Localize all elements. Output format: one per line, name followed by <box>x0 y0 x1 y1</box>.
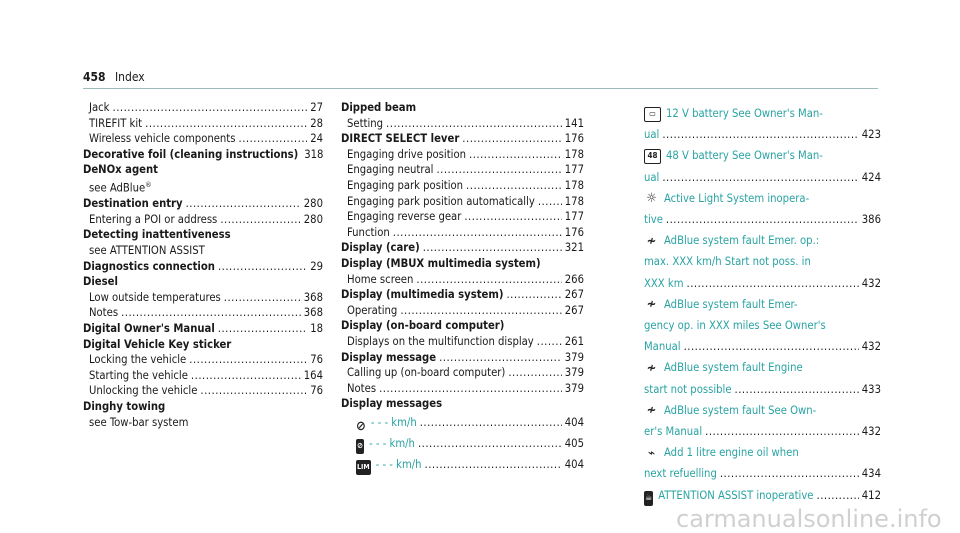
index-entry-direct-select[interactable]: DIRECT SELECT lever ..... 176 <box>341 131 584 147</box>
index-entry-dm-notes[interactable]: Notes ..... 379 <box>341 381 584 397</box>
index-entry-ds-drive[interactable]: Engaging drive position ..... 178 <box>341 147 584 163</box>
header-rule <box>83 88 878 89</box>
index-entry-ds-function[interactable]: Function ..... 176 <box>341 225 584 241</box>
index-entry-12v-battery[interactable]: ▭ 12 V battery See Owner's Man- ual ..... 423 <box>644 103 881 145</box>
page-number: 458 <box>83 70 106 84</box>
index-entry-dm-calling[interactable]: Calling up (on-board computer) ..... 379 <box>341 365 584 381</box>
index-entry-adblue-emergency[interactable]: ≁ AdBlue system fault Emer- gency op. in XXX miles See Owner's Manual ..... 432 <box>644 294 881 358</box>
index-entry-adblue-engine[interactable]: ≁ AdBlue system fault Engine start not possible ..... 433 <box>644 357 881 399</box>
index-entry-onboard-displays[interactable]: Displays on the multifunction display ..... 261 <box>341 334 584 350</box>
index-column-1 <box>83 100 323 430</box>
index-entry-48v-battery[interactable]: 48 48 V battery See Owner's Man- ual ..... 424 <box>644 145 881 187</box>
index-entry-display-care[interactable]: Display (care) ..... 321 <box>341 240 584 256</box>
index-entry-msg-speed-1[interactable]: ⊘ - - - km/h ..... 404 <box>341 412 584 433</box>
index-see-tow-bar[interactable]: see Tow-bar system <box>89 415 189 429</box>
adblue-icon: ≁ <box>646 360 657 376</box>
index-entry-dipped-setting[interactable]: Setting ..... 141 <box>341 116 584 132</box>
index-entry-key-locking[interactable]: Locking the vehicle ..... 76 <box>83 352 323 368</box>
limiter-icon: LIM <box>356 460 371 475</box>
adblue-icon: ≁ <box>646 403 657 419</box>
index-entry-ds-neutral[interactable]: Engaging neutral ..... 177 <box>341 162 584 178</box>
index-entry-diesel-low[interactable]: Low outside temperatures ..... 368 <box>83 290 323 306</box>
adblue-icon: ≁ <box>646 233 657 249</box>
watermark: carmanualsonline.info <box>676 505 942 533</box>
adblue-icon: ≁ <box>646 297 657 313</box>
index-heading-diesel: Diesel <box>83 275 118 289</box>
index-entry-msg-speed-2[interactable]: ⊘ - - - km/h ..... 405 <box>341 433 584 454</box>
section-title: Index <box>114 70 145 84</box>
index-entry-ds-park-auto[interactable]: Engaging park position automatically ..... 178 <box>341 194 584 210</box>
index-entry-ds-reverse[interactable]: Engaging reverse gear ..... 177 <box>341 209 584 225</box>
index-entry-poi[interactable]: Entering a POI or address ..... 280 <box>83 212 323 228</box>
index-heading-display-messages: Display messages <box>341 397 443 411</box>
index-entry-diesel-notes[interactable]: Notes ..... 368 <box>83 305 323 321</box>
index-entry-engine-oil[interactable]: ⌁ Add 1 litre engine oil when next refuelling ..... 434 <box>644 442 881 484</box>
index-entry-mbux-home[interactable]: Home screen ..... 266 <box>341 272 584 288</box>
index-heading-dipped-beam: Dipped beam <box>341 101 417 114</box>
index-entry-multimedia-operating[interactable]: Operating ..... 267 <box>341 303 584 319</box>
index-entry-ds-park[interactable]: Engaging park position ..... 178 <box>341 178 584 194</box>
index-column-3 <box>644 103 881 506</box>
index-entry-active-light[interactable]: ☼ Active Light System inopera- tive ..... 386 <box>644 188 881 230</box>
oil-can-icon: ⌁ <box>647 445 656 461</box>
index-entry-tirefit[interactable]: TIREFIT kit ..... 28 <box>83 116 323 132</box>
index-see-adblue[interactable]: see AdBlue® <box>89 180 152 195</box>
index-see-attention-assist[interactable]: see ATTENTION ASSIST <box>89 244 205 258</box>
index-entry-adblue-emer[interactable]: ≁ AdBlue system fault Emer. op.: max. XXX km/h Start not poss. in XXX km ..... 432 <box>644 230 881 294</box>
index-entry-digital-manual[interactable]: Digital Owner's Manual ..... 18 <box>83 321 323 337</box>
index-entry-jack[interactable]: Jack ..... 27 <box>83 100 323 116</box>
index-entry-attention-assist[interactable]: ☕ ATTENTION ASSIST inoperative ..... 412 <box>644 485 881 506</box>
battery-icon: ▭ <box>644 107 661 122</box>
index-entry-msg-speed-3[interactable]: LIM - - - km/h ..... 404 <box>341 454 584 475</box>
index-heading-detecting: Detecting inattentiveness <box>83 228 231 242</box>
index-entry-diagnostics[interactable]: Diagnostics connection ..... 29 <box>83 259 323 275</box>
light-icon: ☼ <box>646 191 657 207</box>
index-heading-denox: DeNOx agent <box>83 163 158 177</box>
index-entry-display-message[interactable]: Display message ..... 379 <box>341 350 584 366</box>
index-heading-digital-key: Digital Vehicle Key sticker <box>83 337 232 351</box>
speed-limit-icon: ⊘ <box>356 418 366 434</box>
index-column-2 <box>341 100 584 475</box>
index-heading-dinghy: Dinghy towing <box>83 400 166 414</box>
index-heading-display-onboard: Display (on-board computer) <box>341 319 505 333</box>
speed-limit-strike-icon: ⊘ <box>356 439 364 454</box>
index-entry-display-multimedia[interactable]: Display (multimedia system) ..... 267 <box>341 287 584 303</box>
index-heading-display-mbux: Display (MBUX multimedia system) <box>341 256 541 270</box>
index-entry-key-starting[interactable]: Starting the vehicle ..... 164 <box>83 368 323 384</box>
index-entry-decorative-foil[interactable]: Decorative foil (cleaning instructions) 318 <box>83 147 324 161</box>
index-entry-adblue-see-manual[interactable]: ≁ AdBlue system fault See Own- er's Manual ..... 432 <box>644 400 881 442</box>
index-entry-key-unlocking[interactable]: Unlocking the vehicle ..... 76 <box>83 383 323 399</box>
battery-48v-icon: 48 <box>644 149 661 164</box>
index-entry-wireless[interactable]: Wireless vehicle components ..... 24 <box>83 131 323 147</box>
index-entry-destination[interactable]: Destination entry ..... 280 <box>83 196 323 212</box>
coffee-cup-icon: ☕ <box>644 491 653 506</box>
page-header <box>83 70 145 84</box>
